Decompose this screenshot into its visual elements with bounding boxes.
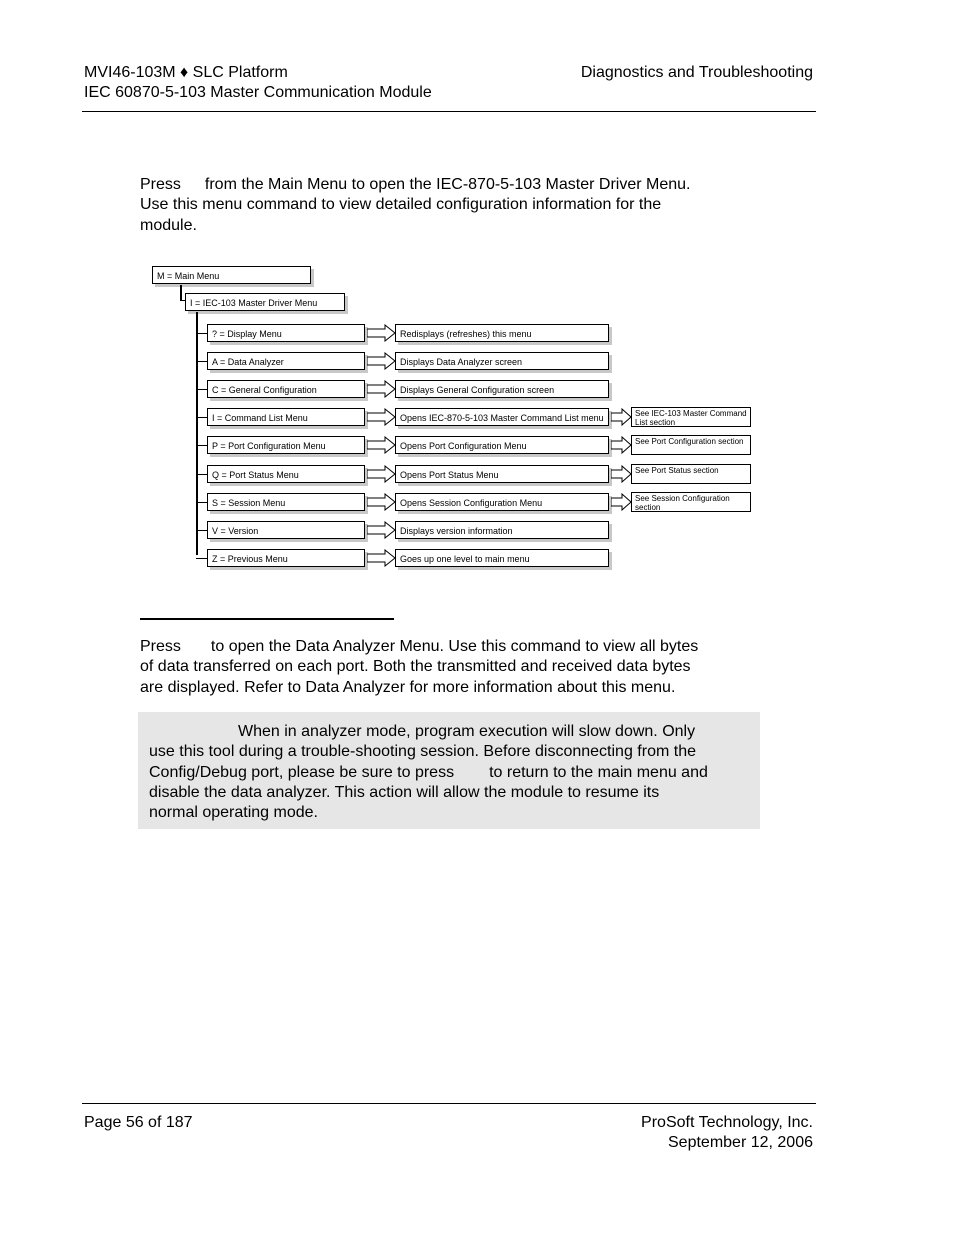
- arrow-right-icon: [611, 436, 633, 454]
- see-section-box: See Port Configuration section: [631, 435, 751, 455]
- arrow-right-icon: [367, 465, 397, 483]
- menu-description-box: Displays version information: [395, 521, 609, 539]
- arrow-right-icon: [367, 324, 397, 342]
- menu-description-box: Displays General Configuration screen: [395, 380, 609, 398]
- arrow-right-icon: [367, 521, 397, 539]
- arrow-right-icon: [611, 408, 633, 426]
- menu-command-box: A = Data Analyzer: [207, 352, 365, 370]
- doc-subtitle: IEC 60870-5-103 Master Communication Module: [84, 84, 432, 101]
- menu-description-box: Displays Data Analyzer screen: [395, 352, 609, 370]
- note-box: [138, 712, 760, 829]
- doc-date: September 12, 2006: [668, 1134, 813, 1151]
- menu-description-box: Goes up one level to main menu: [395, 549, 609, 567]
- footer-rule: [82, 1103, 816, 1104]
- arrow-right-icon: [367, 436, 397, 454]
- menu-description-box: Opens IEC-870-5-103 Master Command List menu: [395, 408, 609, 426]
- menu-description-box: Opens Port Status Menu: [395, 465, 609, 483]
- connector-line: [180, 285, 182, 301]
- menu-diagram: [146, 262, 754, 574]
- see-section-box: See Session Configuration section: [631, 492, 751, 512]
- page-number: Page 56 of 187: [84, 1114, 193, 1131]
- menu-command-box: I = Command List Menu: [207, 408, 365, 426]
- doc-title: MVI46-103M ♦ SLC Platform: [84, 64, 288, 81]
- menu-description-box: Opens Session Configuration Menu: [395, 493, 609, 511]
- company-name: ProSoft Technology, Inc.: [641, 1114, 813, 1131]
- arrow-right-icon: [611, 465, 633, 483]
- menu-description-box: Redisplays (refreshes) this menu: [395, 324, 609, 342]
- data-analyzer-paragraph: Press to open the Data Analyzer Menu. Use this command to view all bytes of data transferred on each port. Both the transmitted and received data bytes are displayed. Refer to Data Analyzer for more information about this menu.: [140, 638, 699, 696]
- menu-command-box: C = General Configuration: [207, 380, 365, 398]
- note-text: When in analyzer mode, program execution will slow down. Only use this tool during a trouble-shooting session. Before disconnecting from the Config/Debug port, please be sure to press to return to the main menu and disable the data analyzer. This action will allow the module to resume its normal operating mode.: [149, 723, 708, 822]
- header-rule: [82, 111, 816, 112]
- arrow-right-icon: [367, 493, 397, 511]
- footer-right: [641, 1113, 813, 1153]
- arrow-right-icon: [367, 408, 397, 426]
- intro-paragraph: Press from the Main Menu to open the IEC-870-5-103 Master Driver Menu. Use this menu command to view detailed configuration information for the module.: [140, 176, 691, 234]
- menu-command-box: Z = Previous Menu: [207, 549, 365, 567]
- connector-line: [196, 312, 198, 555]
- menu-command-box: P = Port Configuration Menu: [207, 436, 365, 454]
- arrow-right-icon: [367, 380, 397, 398]
- menu-command-box: ? = Display Menu: [207, 324, 365, 342]
- header-left: [84, 63, 432, 103]
- menu-command-box: Q = Port Status Menu: [207, 465, 365, 483]
- driver-menu-box: I = IEC-103 Master Driver Menu: [185, 293, 345, 311]
- arrow-right-icon: [611, 493, 633, 511]
- menu-command-box: V = Version: [207, 521, 365, 539]
- section-underline: [140, 618, 394, 620]
- arrow-right-icon: [367, 549, 397, 567]
- menu-description-box: Opens Port Configuration Menu: [395, 436, 609, 454]
- menu-command-box: S = Session Menu: [207, 493, 365, 511]
- see-section-box: See IEC-103 Master Command List section: [631, 407, 751, 427]
- main-menu-box: M = Main Menu: [152, 266, 311, 284]
- section-title: Diagnostics and Troubleshooting: [580, 64, 813, 81]
- arrow-right-icon: [367, 352, 397, 370]
- see-section-box: See Port Status section: [631, 464, 751, 484]
